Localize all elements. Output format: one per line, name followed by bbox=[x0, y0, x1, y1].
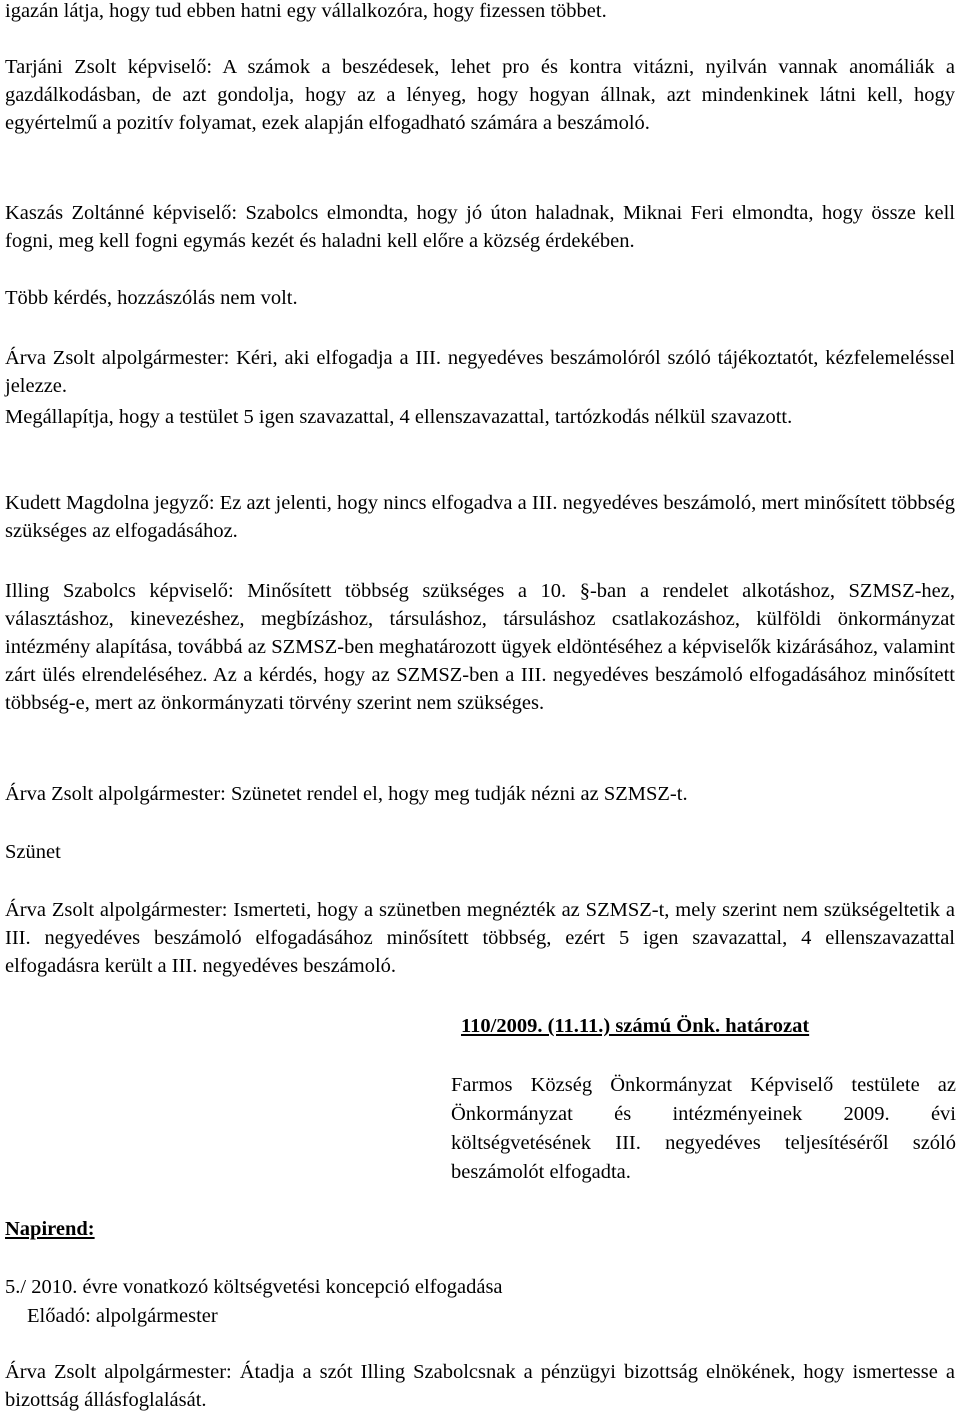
paragraph-illing: Illing Szabolcs képviselő: Minősített többség szükséges a 10. §-ban a rendelet alkotáshoz, SZMSZ-hez, választáshoz, kinevezéshez, megbízáshoz, társuláshoz, társuláshoz csatlakozáshoz, külföldi önkormányzat intézmény alapítása, továbbá az SZMSZ-ben meghatározott ügyek eldöntéséhez a képviselők kizárásához, valamint zárt ülés elrendeléséhez. Az a kérdés, hogy az SZMSZ-ben a III. negyedéves beszámoló elfogadásához minősített többség-e, mert az önkormányzati törvény szerint nem szükséges. bbox=[5, 580, 955, 714]
paragraph-kudett: Kudett Magdolna jegyző: Ez azt jelenti, hogy nincs elfogadva a III. negyedéves beszámoló, mert minősített többség szükséges az elfogadásához. bbox=[5, 492, 955, 542]
paragraph-arva-handover: Árva Zsolt alpolgármester: Átadja a szót Illing Szabolcsnak a pénzügyi bizottság elnökének, hogy ismertesse a bizottság állásfoglalását. bbox=[5, 1361, 955, 1411]
paragraph-continuation: igazán látja, hogy tud ebben hatni egy vállalkozóra, hogy fizessen többet. bbox=[5, 0, 607, 22]
paragraph-arva-outcome: Árva Zsolt alpolgármester: Ismerteti, hogy a szünetben megnézték az SZMSZ-t, mely szerint nem szükségeltetik a III. negyedéves beszámoló elfogadásához minősített többség, ezért 5 igen szavazattal, 4 ellenszavazattal elfogadásra került a III. negyedéves beszámoló. bbox=[5, 899, 955, 977]
agenda-item: 5./ 2010. évre vonatkozó költségvetési koncepció elfogadása bbox=[5, 1276, 503, 1298]
paragraph-arva-break: Árva Zsolt alpolgármester: Szünetet rendel el, hogy meg tudják nézni az SZMSZ-t. bbox=[5, 783, 688, 805]
paragraph-kaszas: Kaszás Zoltánné képviselő: Szabolcs elmondta, hogy jó úton haladnak, Miknai Feri elmondta, hogy össze kell fogni, meg kell fogni egymás kezét és haladni kell előre a község érdekében. bbox=[5, 202, 955, 252]
resolution-title: 110/2009. (11.11.) számú Önk. határozat bbox=[461, 1015, 810, 1037]
resolution-block bbox=[451, 1012, 956, 1187]
resolution-text: Farmos Község Önkormányzat Képviselő testülete az Önkormányzat és intézményeinek 2009. évi költségvetésének III. negyedéves teljesítéséről szóló beszámolót elfogadta. bbox=[451, 1074, 956, 1183]
paragraph-break-label: Szünet bbox=[5, 841, 61, 863]
paragraph-no-more-questions: Több kérdés, hozzászólás nem volt. bbox=[5, 287, 298, 309]
agenda-label: Napirend: bbox=[5, 1218, 95, 1240]
paragraph-vote-result: Megállapítja, hogy a testület 5 igen szavazattal, 4 ellenszavazattal, tartózkodás nélkül szavazott. bbox=[5, 406, 793, 428]
paragraph-arva-vote-call: Árva Zsolt alpolgármester: Kéri, aki elfogadja a III. negyedéves beszámolóról szóló tájékoztatót, kézfelemeléssel jelezze. bbox=[5, 347, 955, 397]
paragraph-tarjani: Tarjáni Zsolt képviselő: A számok a beszédesek, lehet pro és kontra vitázni, nyilván vannak anomáliák a gazdálkodásban, de azt gondolja, hogy az a lényeg, hogy hogyan állnak, azt mindenkinek látni kell, hogy egyértelmű a pozitív folyamat, ezek alapján elfogadható számára a beszámoló. bbox=[5, 56, 955, 134]
agenda-presenter: Előadó: alpolgármester bbox=[27, 1305, 218, 1327]
